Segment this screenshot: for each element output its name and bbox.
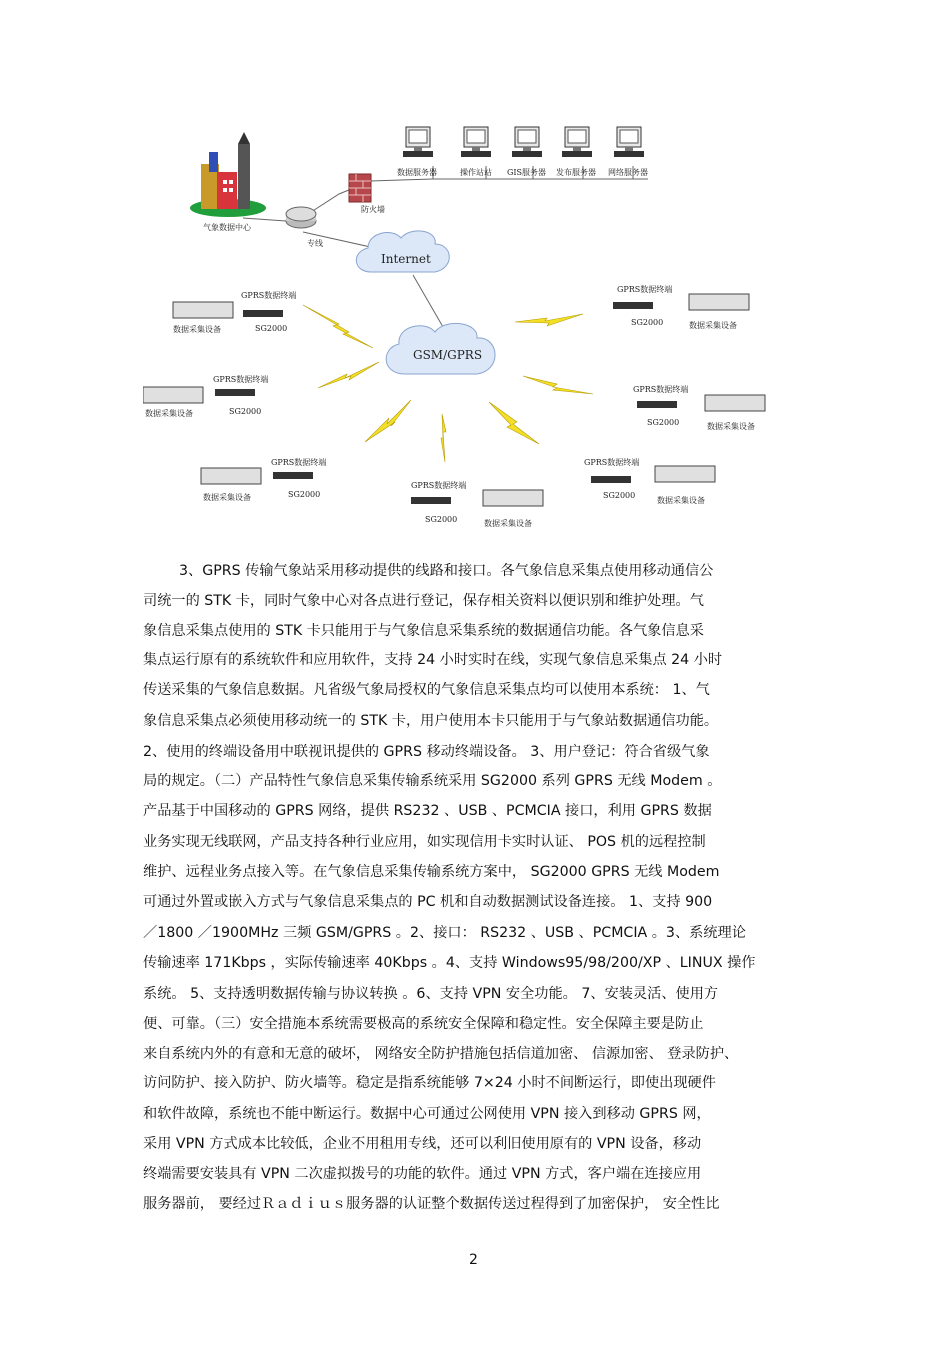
server-label: GIS服务器 [507,168,547,177]
terminal-label: GPRS数据终端 [241,291,297,300]
collector-device-icon [143,387,203,403]
server-label: 发布服务器 [556,168,596,177]
terminal-label: GPRS数据终端 [213,375,269,384]
text-line: 便、可靠。（三）安全措施本系统需要极高的系统安全保障和稳定性。安全保障主要是防止 [143,1016,704,1032]
modem-icon [637,401,677,408]
text-line: 3、GPRS 传输气象站采用移动提供的线路和接口。各气象信息采集点使用移动通信公 [179,563,714,579]
collector-device-icon [655,466,715,482]
terminal-label: GPRS数据终端 [584,458,640,467]
text-line: 传送采集的气象信息数据。凡省级气象局授权的气象信息采集点均可以使用本系统： 1、气 [143,682,710,698]
modem-icon [215,389,255,396]
collector-label: 数据采集设备 [145,409,193,418]
text-line: 传输速率 171Kbps ，实际传输速率 40Kbps 。4、支持 Windows95/98/200/XP 、LINUX 操作 [143,955,756,971]
internet-label: Internet [381,252,431,266]
text-line: 访问防护、接入防护、防火墙等。稳定是指系统能够 7×24 小时不间断运行，即使出现硬件 [143,1075,716,1091]
collector-label: 数据采集设备 [484,519,532,528]
gsm-gprs-label: GSM/GPRS [413,348,483,362]
text-line: 局的规定。（二）产品特性气象信息采集传输系统采用 SG2000 系列 GPRS 无线 Modem 。 [143,773,722,789]
text-line: 终端需要安装具有 VPN 二次虚拟拨号的功能的软件。通过 VPN 方式，客户端在连接应用 [143,1166,702,1182]
text-line: 产品基于中国移动的 GPRS 网络，提供 RS232 、USB 、PCMCIA 接口，利用 GPRS 数据 [143,803,712,819]
collector-device-icon [201,468,261,484]
leased-line-label: 专线 [307,239,323,248]
text-line: 象信息采集点必须使用移动统一的 STK 卡，用户使用本卡只能用于与气象站数据通信功能。 [143,713,719,729]
text-line: 2、使用的终端设备用中联视讯提供的 GPRS 移动终端设备。 3、用户登记：符合省级气象 [143,744,710,760]
firewall-icon [349,174,371,202]
network-diagram [143,122,808,534]
text-line: 象信息采集点使用的 STK 卡只能用于与气象信息采集系统的数据通信功能。各气象信息采 [143,623,704,639]
firewall-label: 防火墙 [361,205,385,214]
text-line: 系统。 5、支持透明数据传输与协议转换 。6、支持 VPN 安全功能。 7、安装灵活、使用方 [143,986,719,1002]
collector-device-icon [173,302,233,318]
modem-icon [591,476,631,483]
collector-label: 数据采集设备 [203,493,251,502]
data-center-label: 气象数据中心 [203,223,251,232]
text-line: ／1800 ／1900MHz 三频 GSM/GPRS 。2、接口： RS232 、USB 、PCMCIA 。3、系统理论 [143,925,746,941]
modem-icon [243,310,283,317]
server-icon [403,127,433,157]
server-icon [512,127,542,157]
text-line: 采用 VPN 方式成本比较低，企业不用租用专线，还可以利旧使用原有的 VPN 设备，移动 [143,1136,702,1152]
server-label: 操作站站 [460,168,492,177]
modem-label: SG2000 [288,490,321,499]
text-line: 维护、远程业务点接入等。在气象信息采集传输系统方案中， SG2000 GPRS 无线 Modem [143,864,720,880]
modem-label: SG2000 [631,318,664,327]
modem-label: SG2000 [229,407,262,416]
text-line: 来自系统内外的有意和无意的破坏， 网络安全防护措施包括信道加密、 信源加密、 登录防护、 [143,1046,739,1062]
server-label: 数据服务器 [397,168,437,177]
text-line: 服务器前， 要经过Ｒａｄｉｕｓ服务器的认证整个数据传送过程得到了加密保护， 安全性比 [143,1196,720,1212]
server-icon [562,127,592,157]
terminal-label: GPRS数据终端 [633,385,689,394]
terminal-label: GPRS数据终端 [617,285,673,294]
text-line: 业务实现无线联网，产品支持各种行业应用，如实现信用卡实时认证、 POS 机的远程控制 [143,834,706,850]
collector-device-icon [689,294,749,310]
server-icon [614,127,644,157]
text-line: 集点运行原有的系统软件和应用软件，支持 24 小时实时在线，实现气象信息采集点 24 小时 [143,652,723,668]
text-line: 可通过外置或嵌入方式与气象信息采集点的 PC 机和自动数据测试设备连接。 1、支持 900 [143,894,713,910]
modem-label: SG2000 [647,418,680,427]
text-line: 司统一的 STK 卡，同时气象中心对各点进行登记，保存相关资料以便识别和维护处理。气 [143,593,704,609]
modem-icon [411,497,451,504]
router-icon [286,207,316,228]
modem-label: SG2000 [425,515,458,524]
collector-device-icon [705,395,765,411]
terminal-label: GPRS数据终端 [411,481,467,490]
modem-icon [613,302,653,309]
text-line: 和软件故障，系统也不能中断运行。数据中心可通过公网使用 VPN 接入到移动 GPRS 网， [143,1106,711,1122]
collector-label: 数据采集设备 [707,422,755,431]
modem-label: SG2000 [255,324,288,333]
server-icon [461,127,491,157]
collector-device-icon [483,490,543,506]
page-number: 2 [469,1252,478,1268]
modem-label: SG2000 [603,491,636,500]
collector-label: 数据采集设备 [657,496,705,505]
collector-label: 数据采集设备 [173,325,221,334]
server-label: 网络服务器 [608,168,648,177]
modem-icon [273,472,313,479]
collector-label: 数据采集设备 [689,321,737,330]
terminal-label: GPRS数据终端 [271,458,327,467]
